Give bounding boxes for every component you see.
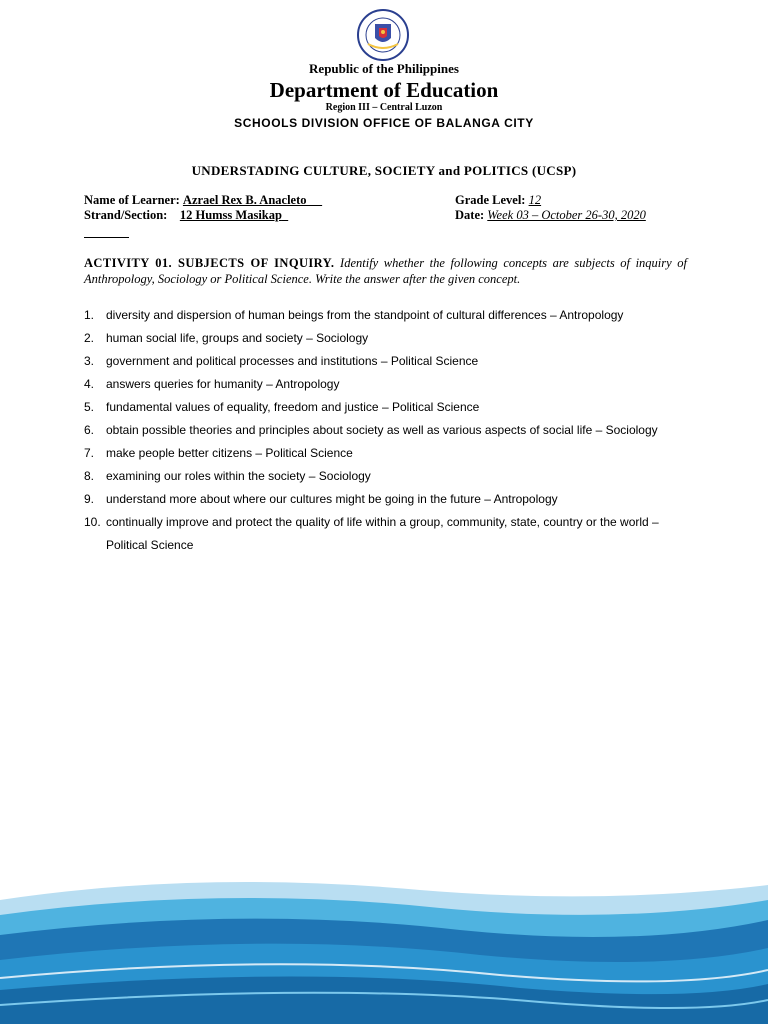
footer-wave-graphic — [0, 860, 768, 1024]
strand-label: Strand/Section: — [84, 208, 168, 222]
name-value: Azrael Rex B. Anacleto — [182, 193, 307, 207]
region-subtitle: Region III – Central Luzon — [325, 102, 443, 113]
list-item: 7. make people better citizens – Political Science — [84, 446, 353, 460]
deped-seal-icon — [350, 8, 416, 62]
list-item: 2. human social life, groups and society – Sociology — [84, 331, 369, 345]
list-item: 3. government and political processes and institutions – Political Science — [84, 354, 479, 368]
activity-title: ACTIVITY 01. SUBJECTS OF INQUIRY. — [84, 256, 335, 270]
grade-value: 12 — [528, 193, 542, 207]
list-item: 9. understand more about where our cultures might be going in the future – Antropology — [84, 492, 558, 506]
list-item: 6. obtain possible theories and principles about society as well as various aspects of social life – Sociology — [84, 423, 658, 437]
subject-title: UNDERSTADING CULTURE, SOCIETY and POLITICS (UCSP) — [191, 163, 577, 178]
date-label: Date: — [455, 208, 485, 222]
list-item: 4. answers queries for humanity – Antropology — [84, 377, 340, 391]
republic-heading: Republic of the Philippines — [309, 61, 459, 76]
date-value: Week 03 – October 26-30, 2020 — [487, 208, 646, 222]
list-item: 10. continually improve and protect the quality of life within a group, community, state, country or the world – Political Science — [84, 515, 659, 552]
grade-row — [455, 193, 541, 208]
activity-text: Identify whether the following concepts are subjects of inquiry of Anthropology, Sociology or Political Science. Write the answer after the given concept. — [84, 256, 687, 286]
division-subtitle: SCHOOLS DIVISION OFFICE OF BALANGA CITY — [234, 116, 534, 130]
strand-value: 12 Humss Masikap — [179, 208, 282, 222]
list-item: 5. fundamental values of equality, freedom and justice – Political Science — [84, 400, 480, 414]
learner-name-row — [84, 193, 322, 208]
grade-label: Grade Level: — [455, 193, 526, 207]
divider-line — [84, 237, 129, 238]
inquiry-list — [84, 304, 684, 557]
list-item: 1. diversity and dispersion of human beings from the standpoint of cultural differences – Antropology — [84, 308, 624, 322]
name-label: Name of Learner: — [84, 193, 180, 207]
date-row — [455, 208, 646, 223]
department-title: Department of Education — [269, 78, 499, 102]
activity-instructions — [84, 255, 687, 287]
list-item: 8. examining our roles within the society – Sociology — [84, 469, 371, 483]
strand-row — [84, 208, 288, 223]
